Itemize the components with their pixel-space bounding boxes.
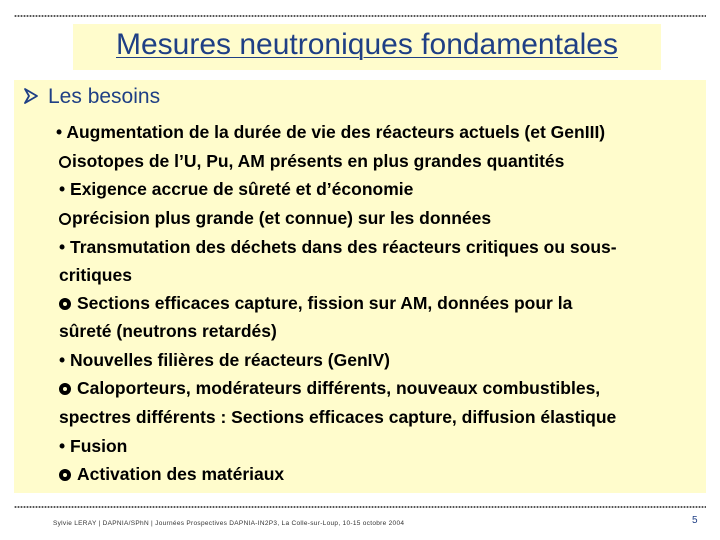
list-item-continuation xyxy=(59,321,277,342)
list-item xyxy=(59,293,572,314)
bullet-marker: • xyxy=(59,350,66,370)
list-item-text: Exigence accrue de sûreté et d’économie xyxy=(70,179,414,199)
list-item-text: isotopes de l’U, Pu, AM présents en plus grandes quantités xyxy=(72,151,565,171)
content-panel xyxy=(14,80,706,493)
hollow-circle-icon xyxy=(59,156,71,168)
list-item-text: précision plus grande (et connue) sur les données xyxy=(72,208,492,228)
list-item-text: sûreté (neutrons retardés) xyxy=(59,321,277,341)
list-item-text: Sections efficaces capture, fission sur AM, données pour la xyxy=(77,293,573,313)
list-item xyxy=(59,464,284,485)
hollow-circle-icon xyxy=(59,213,71,225)
footer-credit: Sylvie LERAY | DAPNIA/SPhN | Journées Prospectives DAPNIA-IN2P3, La Colle-sur-Loup, 10-15 octobre 2004 xyxy=(53,520,405,527)
ring-circle-icon xyxy=(59,298,71,310)
bullet-marker: • xyxy=(59,237,66,257)
section-heading-label: Les besoins xyxy=(48,85,161,108)
list-item-text: Activation des matériaux xyxy=(77,464,285,484)
bullet-marker: • xyxy=(59,436,66,456)
list-item xyxy=(59,237,617,258)
list-item-continuation xyxy=(59,265,132,286)
list-item xyxy=(56,122,605,143)
list-item xyxy=(59,436,127,457)
top-dotted-rule xyxy=(14,14,706,18)
bullet-marker: • xyxy=(56,122,63,142)
page-title: Mesures neutroniques fondamentales xyxy=(116,28,618,61)
list-item-text: Caloporteurs, modérateurs différents, nouveaux combustibles, xyxy=(77,378,601,398)
list-item xyxy=(59,151,564,172)
ring-circle-icon xyxy=(59,383,71,395)
list-item-text: Nouvelles filières de réacteurs (GenIV) xyxy=(70,350,391,370)
bottom-dotted-rule xyxy=(14,505,706,509)
section-heading xyxy=(22,85,160,109)
list-item-text: Fusion xyxy=(70,436,128,456)
list-item xyxy=(59,208,491,229)
bullet-marker: • xyxy=(59,179,66,199)
list-item-text: critiques xyxy=(59,265,132,285)
page-number: 5 xyxy=(692,515,698,526)
arrow-right-icon xyxy=(22,85,48,109)
list-item-text: Transmutation des déchets dans des réacteurs critiques ou sous- xyxy=(70,237,617,257)
title-box xyxy=(73,24,661,70)
list-item-text: spectres différents : Sections efficaces capture, diffusion élastique xyxy=(59,407,617,427)
list-item-text: Augmentation de la durée de vie des réacteurs actuels (et GenIII) xyxy=(66,122,606,142)
list-item xyxy=(59,350,390,371)
ring-circle-icon xyxy=(59,469,71,481)
list-item xyxy=(59,378,600,399)
list-item-continuation xyxy=(59,407,616,428)
list-item xyxy=(59,179,413,200)
